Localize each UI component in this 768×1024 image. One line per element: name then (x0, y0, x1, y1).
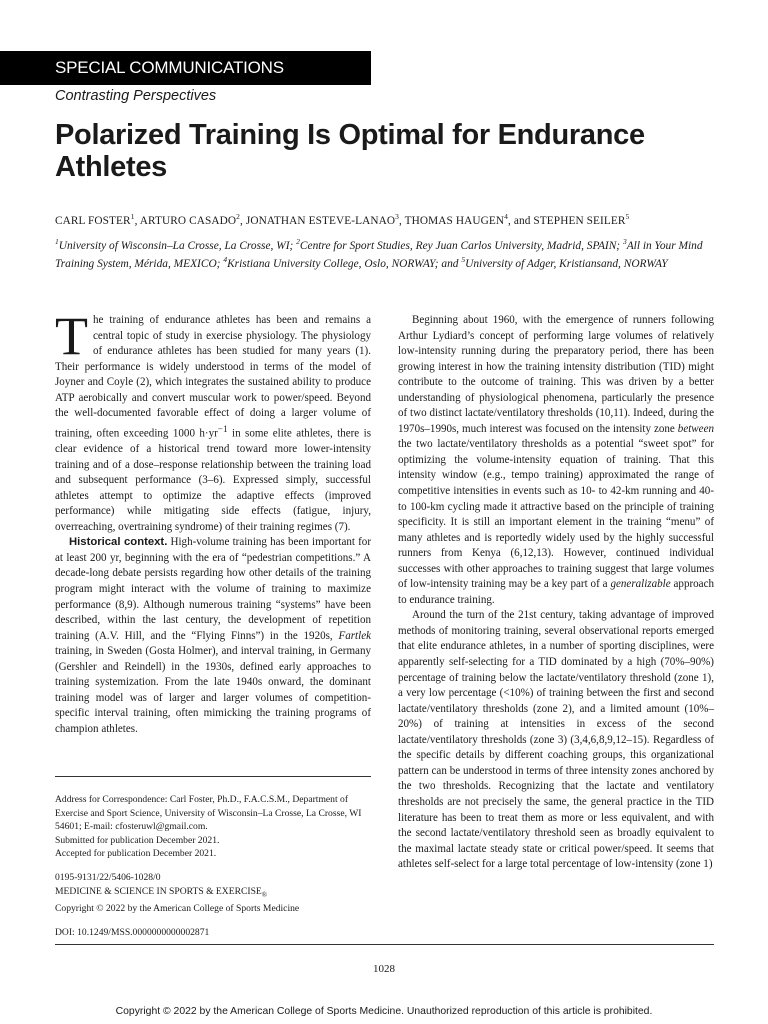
author-sup: 1 (130, 212, 135, 221)
author-name: and STEPHEN SEILER (513, 214, 626, 227)
author-list: CARL FOSTER$^1$, ARTURO CASADO$^2$, JONATHAN ESTEVE-LANAO$^3$, THOMAS HAUGEN$^4$, and STEPHEN SEILER$^5$ (55, 212, 630, 227)
paragraph-text: training, in Sweden (Gosta Holmer), and interval training, in Germany (Gershler and Reindell) in the 1930s, defined early approaches to training systemization. From the late 1940s onward, the dominant training model was of larger and larger volumes of competition-specific interval training, often mimicking the training programs of champion athletes. (55, 645, 371, 735)
journal-title: MEDICINE & SCIENCE IN SPORTS & EXERCISE (55, 885, 262, 897)
copyright-line: Copyright © 2022 by the American College of Sports Medicine (55, 903, 300, 915)
paragraph-text: in some elite athletes, there is clear evidence of a historical trend toward more lower-intensity training and of a dose–response relationship between the training load and subsequent performance (3–6). Expressed simply, successful athletes attempt to optimize the adaptive effects (improved performance) while mitigating side effects (fatigue, injury, overreaching, overtraining syndrome) of their training regimes (7). (55, 427, 371, 533)
affil-text: Centre for Sport Studies, Rey Juan Carlos University, Madrid, SPAIN; (299, 239, 623, 252)
superscript: −1 (217, 423, 228, 434)
affil-sup: 3 (622, 237, 627, 246)
body-column-right (398, 313, 714, 873)
affil-sup: 4 (223, 254, 228, 264)
author-sup: 5 (625, 212, 630, 221)
doi-line: DOI: 10.1249/MSS.0000000000002871 (55, 926, 210, 938)
affil-sup: 5 (461, 254, 466, 264)
paragraph-text: he training of endurance athletes has been and remains a central topic of study in exercise physiology. The physiology of endurance athletes has been studied for many years (1). Their performance is widely understood in terms of the model of Joyner and Coyle (2), which integrates the sustained ability to produce ATP aerobically and convert muscular work to power/speed. Beyond the well-documented favorable effect of doing a larger volume of training, often exceeding 1000 h·yr (55, 314, 371, 440)
footer-copyright: Copyright © 2022 by the American College of Sports Medicine. Unauthorized reproduction of this article is prohibited. (115, 1006, 653, 1017)
emphasis-text: between (677, 422, 714, 435)
section-banner: SPECIAL COMMUNICATIONS (0, 51, 371, 85)
page-bottom-rule (55, 944, 714, 945)
paragraph-text: approach to endurance training. (398, 578, 714, 606)
affil-text: University of Wisconsin–La Crosse, La Crosse, WI; (58, 239, 297, 252)
affil-text: University of Adger, Kristiansand, NORWAY (465, 257, 668, 270)
author-name: JONATHAN ESTEVE-LANAO (245, 214, 396, 227)
paragraph-historical (55, 535, 371, 737)
emphasis-text: Fartlek (338, 629, 371, 642)
submitted-date: Submitted for publication December 2021. (55, 834, 220, 846)
paragraph-text: Beginning about 1960, with the emergence of runners following Arthur Lydiard’s concept of performing large volumes of relatively low-intensity running during the preparatory period, there has been growing interest in how the training intensity distribution (TID) might contribute to the outcome of training. This was driven by a better understanding of physiological phenomena, particularly the presence of two distinct lactate/ventilatory thresholds (10,11). Indeed, during the 1970s–1990s, much interest was focused on the intensity zone (398, 314, 714, 435)
emphasis-text: generalizable (610, 578, 671, 591)
accepted-date: Accepted for publication December 2021. (55, 848, 217, 860)
paragraph-text: High-volume training has been important for at least 200 yr, beginning with the era of “pedestrian competitions.” A decade-long debate persists regarding how other details of the training program might interact with the volume of training to maximize performance (8,9). Although numerous training “systems” have been described, within the last century, the development of repetition training (A.V. Hill, and the “Flying Finns”) in the 1920s, (55, 536, 372, 642)
paragraph-lydiard (398, 313, 714, 608)
affil-sup: 1 (55, 237, 59, 246)
drop-cap: T (55, 306, 88, 366)
page-number: 1028 (373, 963, 395, 975)
affil-text: Kristiana University College, Oslo, NORWAY; and (227, 257, 462, 270)
author-name: THOMAS HAUGEN (404, 214, 505, 227)
article-title: Polarized Training Is Optimal for Endurance Athletes (55, 119, 645, 183)
correspondence-footnote (55, 793, 371, 939)
journal-name (55, 885, 371, 903)
issn-line: 0195-9131/22/5406-1028/0 (55, 871, 161, 883)
body-column-left (55, 306, 372, 737)
paragraph-21st-century: Around the turn of the 21st century, taking advantage of improved methods of monitoring training, several observational reports emerged that elite endurance athletes, in a number of sporting disciplines, were apparently self-selecting for a TID dominated by a high (70%–90%) percentage of training below the lactate/ventilatory threshold (zone 1), a very low percentage (<10%) of training between the first and second lactate/ventilatory thresholds (zone 2), and a limited amount (10%–20%) of training at intensities in excess of the second lactate/ventilatory thresholds (zone 3) (3,4,6,8,9,12–15). Regardless of the specific details by different coaching groups, this organizational pattern can be understood in terms of three intensity zones anchored by the two thresholds. Recognizing that the lactate and ventilatory thresholds are not precisely the same, the general practice in the TID literature has been to treat them as more or less equivalent, and with the second lactate/ventilatory threshold seen as broadly equivalent to the maximal lactate steady state or critical power/speed. It seems that athletes self-select for a large total percentage of low-intensity (zone 1) (398, 609, 714, 871)
author-name: ARTURO CASADO (139, 214, 237, 227)
affiliations (55, 235, 715, 271)
registered-mark: ® (261, 890, 268, 899)
footnote-divider (55, 776, 371, 777)
affil-sup: 2 (296, 237, 300, 246)
section-heading-historical-context: Historical context. (69, 536, 168, 549)
author-sup: 2 (236, 212, 240, 221)
author-name: CARL FOSTER (55, 214, 131, 227)
paragraph-text: the two lactate/ventilatory thresholds as a potential “sweet spot” for optimizing the volume-intensity equation of training. That this intensity window (e.g., tempo training) approximated the range of competitive intensities in events such as 10- to 42-km running and 40- to 100-km cycling made it attractive based on the principle of training specificity. It is still an important element in the training “menu” of many athletes and is reportedly widely used by the highly successful runners from Kenya (6,12,13). However, continued individual successes with other approaches to training suggest that large volumes of low-intensity training may be a key part of a (398, 438, 714, 591)
author-sup: 4 (504, 212, 509, 221)
author-sup: 3 (395, 212, 399, 221)
section-subtitle: Contrasting Perspectives (55, 88, 217, 104)
correspondence-address: Address for Correspondence: Carl Foster, Ph.D., F.A.C.S.M., Department of Exercise and Sport Science, University of Wisconsin–La Crosse, La Crosse, WI 54601; E-mail: cfosteruwl@gmail.com. (55, 794, 362, 833)
paragraph-intro (55, 306, 371, 535)
affil-text: All in Your Mind Training System, Mérida, MEXICO; (55, 239, 703, 270)
